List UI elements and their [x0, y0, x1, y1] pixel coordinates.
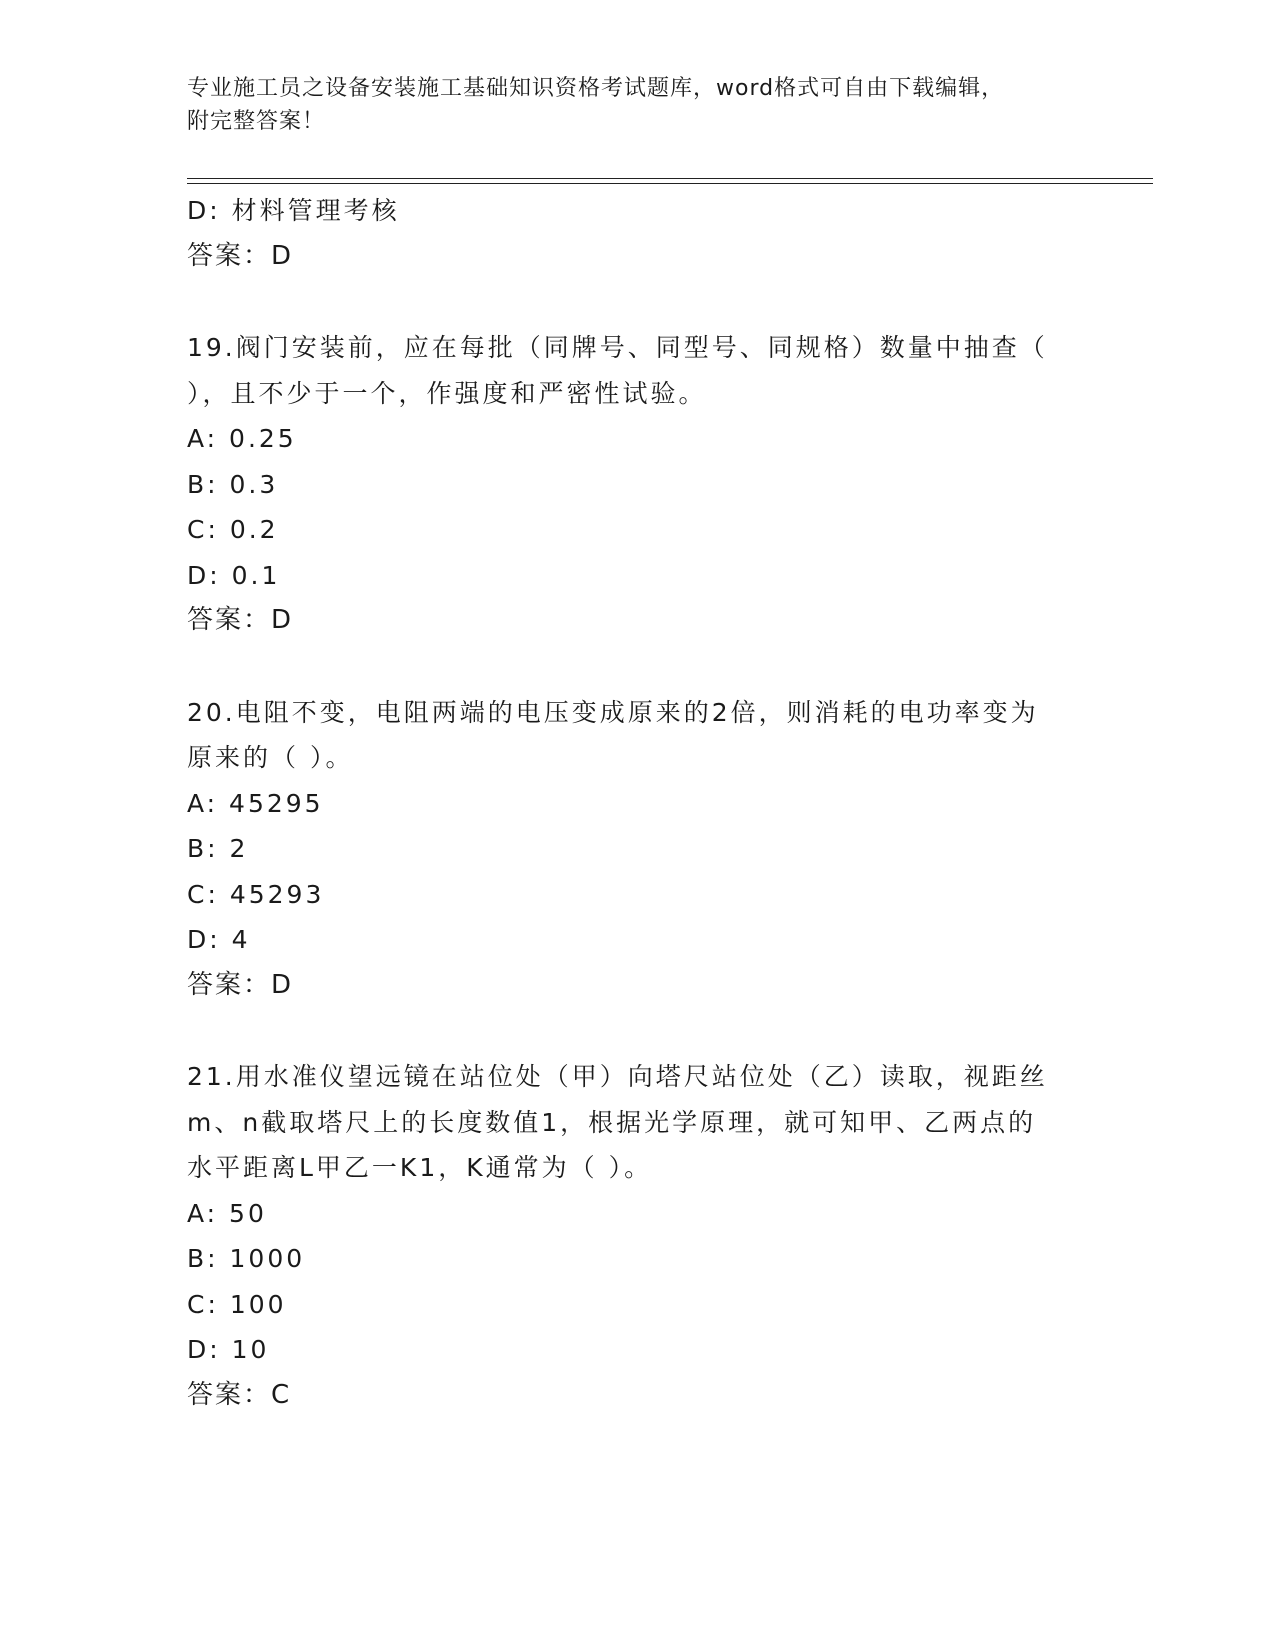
document-header — [187, 72, 1067, 138]
question-21 — [187, 1054, 1087, 1418]
answer-line: 答案：C — [187, 1379, 292, 1410]
question-stem-line: 21.用水准仪望远镜在站位处（甲）向塔尺站位处（乙）读取，视距丝 — [187, 1062, 1048, 1091]
spacer — [187, 1008, 1087, 1054]
option-d: D: 0.1 — [187, 560, 281, 590]
header-line-1: 专业施工员之设备安装施工基础知识资格考试题库，word格式可自由下载编辑， — [187, 76, 1005, 101]
option-d: D: 材料管理考核 — [187, 196, 400, 225]
answer-line: 答案：D — [187, 605, 294, 635]
question-stem-line: 19.阀门安装前，应在每批（同牌号、同型号、同规格）数量中抽查（ — [187, 333, 1048, 362]
spacer — [187, 279, 1087, 325]
option-b: B: 2 — [187, 834, 249, 863]
header-line-2: 附完整答案！ — [187, 109, 326, 134]
option-a: A: 50 — [187, 1198, 267, 1228]
option-c: C: 45293 — [187, 879, 325, 909]
question-19 — [187, 325, 1087, 644]
option-c: C: 100 — [187, 1289, 287, 1319]
question-20 — [187, 690, 1087, 1009]
option-b: B: 1000 — [187, 1244, 306, 1273]
question-stem-line: 原来的（ ）。 — [187, 743, 354, 772]
header-rule-bottom — [187, 183, 1153, 184]
question-list — [187, 188, 1087, 1418]
option-d: D: 4 — [187, 925, 251, 954]
answer-line: 答案：D — [187, 240, 294, 271]
previous-question-tail — [187, 188, 1087, 279]
option-c: C: 0.2 — [187, 515, 279, 544]
question-stem-line: 水平距离L甲乙一K1，K通常为（ ）。 — [187, 1153, 653, 1182]
answer-line: 答案：D — [187, 969, 294, 1000]
option-a: A: 45295 — [187, 788, 324, 818]
header-rule-top — [187, 178, 1153, 179]
question-stem-line: 20.电阻不变，电阻两端的电压变成原来的2倍，则消耗的电功率变为 — [187, 697, 1039, 727]
question-stem-line: ），且不少于一个，作强度和严密性试验。 — [187, 378, 707, 408]
option-d: D: 10 — [187, 1335, 270, 1364]
spacer — [187, 644, 1087, 690]
question-stem-line: m、n截取塔尺上的长度数值1，根据光学原理，就可知甲、乙两点的 — [187, 1107, 1037, 1137]
option-a: A: 0.25 — [187, 424, 297, 453]
option-b: B: 0.3 — [187, 469, 279, 499]
